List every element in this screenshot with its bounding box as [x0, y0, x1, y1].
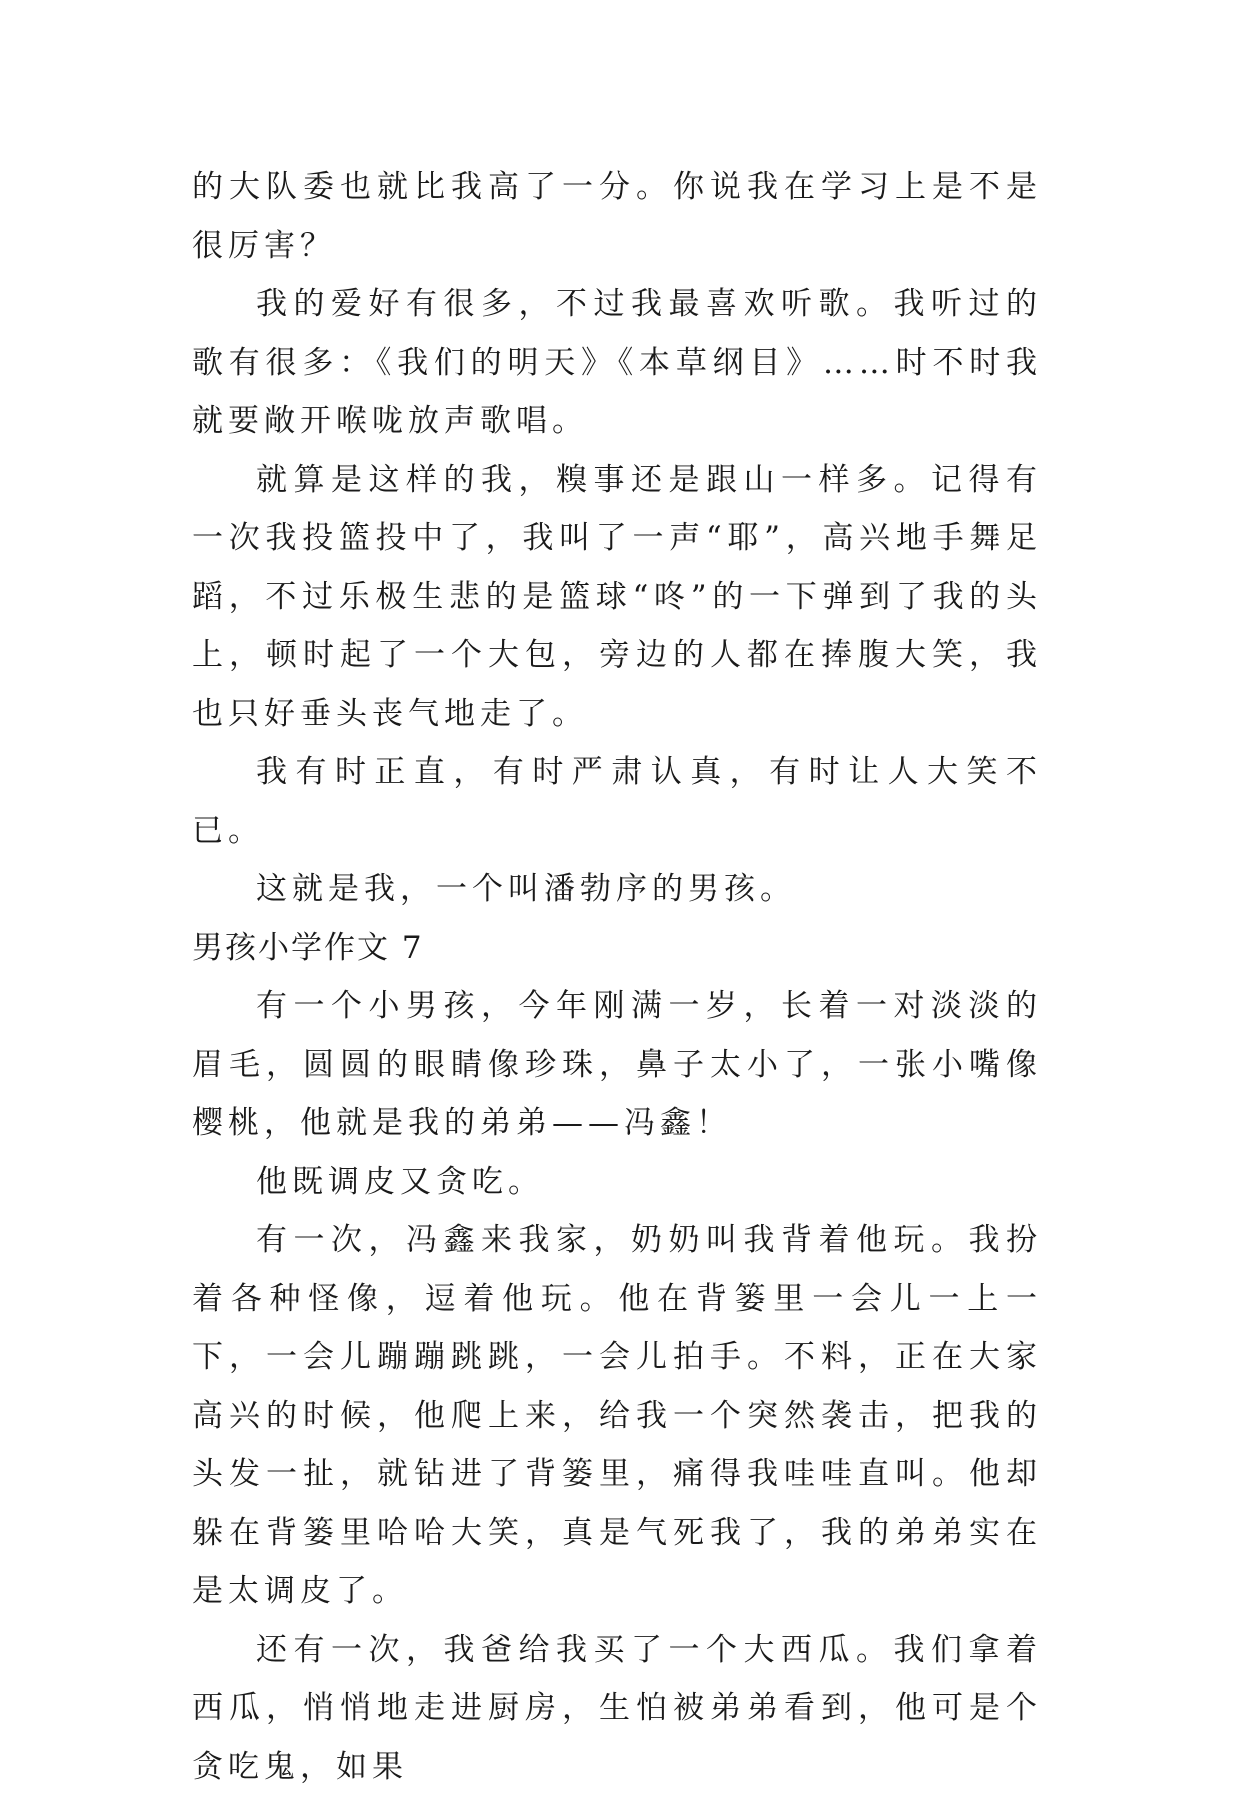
paragraph-intro-brother: 有一个小男孩，今年刚满一岁，长着一对淡淡的眉毛，圆圆的眼睛像珍珠，鼻子太小了，一张小嘴像樱桃，他就是我的弟弟——冯鑫！ — [192, 977, 1042, 1153]
paragraph-hobbies: 我的爱好有很多，不过我最喜欢听歌。我听过的歌有很多：《我们的明天》《本草纲目》……时不时我就要敞开喉咙放声歌唱。 — [192, 275, 1042, 451]
document-body — [192, 158, 1042, 1796]
paragraph-naughty-greedy: 他既调皮又贪吃。 — [192, 1153, 1042, 1212]
paragraph-backpack-story: 有一次，冯鑫来我家，奶奶叫我背着他玩。我扮着各种怪像，逗着他玩。他在背篓里一会儿一上一下，一会儿蹦蹦跳跳，一会儿拍手。不料，正在大家高兴的时候，他爬上来，给我一个突然袭击，把我的头发一扯，就钻进了背篓里，痛得我哇哇直叫。他却躲在背篓里哈哈大笑，真是气死我了，我的弟弟实在是太调皮了。 — [192, 1211, 1042, 1621]
paragraph-conclusion: 这就是我，一个叫潘勃序的男孩。 — [192, 860, 1042, 919]
section-title: 男孩小学作文 7 — [192, 919, 1042, 978]
paragraph-watermelon-story: 还有一次，我爸给我买了一个大西瓜。我们拿着西瓜，悄悄地走进厨房，生怕被弟弟看到，他可是个贪吃鬼，如果 — [192, 1621, 1042, 1796]
paragraph-embarrassing-story: 就算是这样的我，糗事还是跟山一样多。记得有一次我投篮投中了，我叫了一声“耶”，高兴地手舞足蹈，不过乐极生悲的是篮球“咚”的一下弹到了我的头上，顿时起了一个大包，旁边的人都在捧腹大笑，我也只好垂头丧气地走了。 — [192, 451, 1042, 744]
paragraph-continued: 的大队委也就比我高了一分。你说我在学习上是不是很厉害？ — [192, 158, 1042, 275]
paragraph-personality: 我有时正直，有时严肃认真，有时让人大笑不已。 — [192, 743, 1042, 860]
